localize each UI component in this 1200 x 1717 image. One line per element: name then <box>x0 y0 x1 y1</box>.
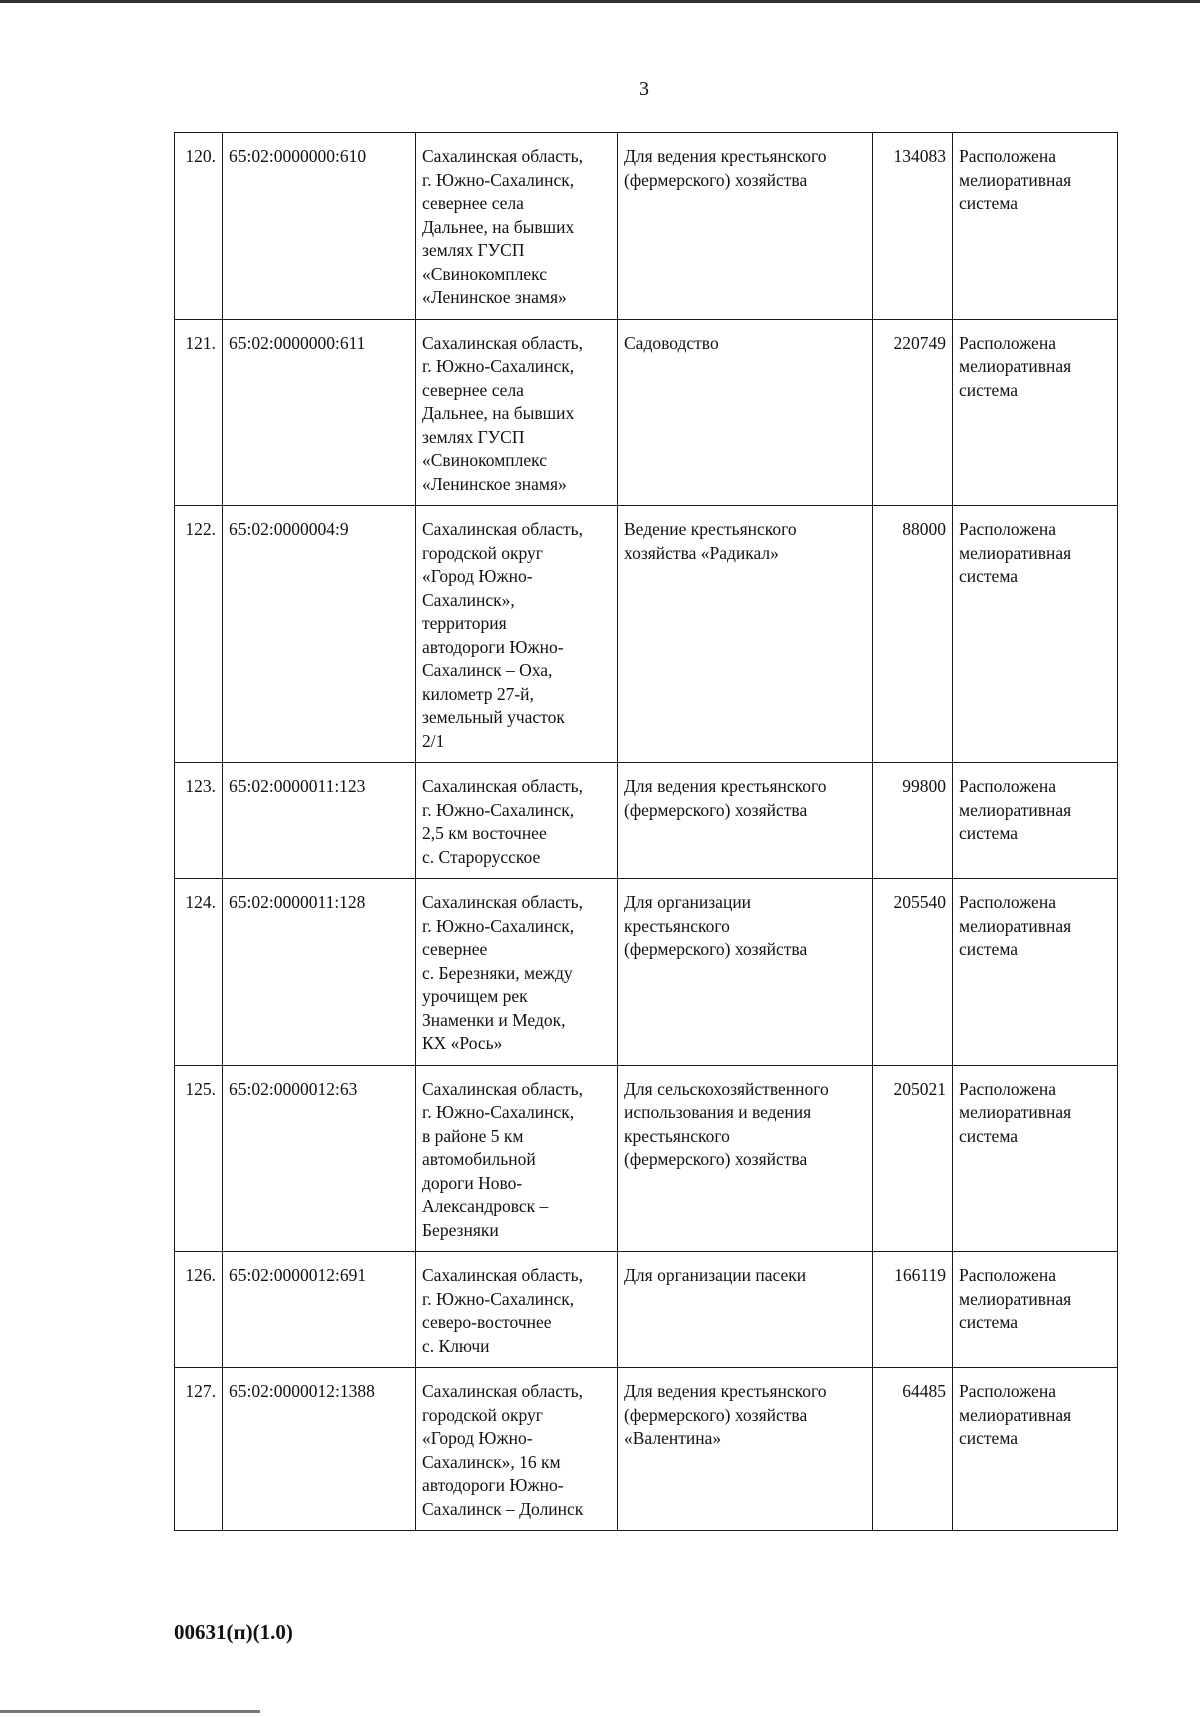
land-parcel-table <box>174 132 1118 1531</box>
permitted-use-line: (фермерского) хозяйства <box>624 169 808 190</box>
permitted-use-line: хозяйства «Радикал» <box>624 542 779 563</box>
note-line: система <box>959 193 1019 213</box>
permitted-use-line: использования и ведения <box>624 1102 812 1122</box>
note-line: Расположена <box>959 892 1056 912</box>
address-line: Сахалинская область, <box>422 892 584 912</box>
table-row <box>175 1252 1118 1368</box>
permitted-use-cell <box>618 763 873 879</box>
table-body <box>175 133 1118 1531</box>
address-cell <box>416 879 618 1066</box>
note-line: Расположена <box>959 146 1056 166</box>
scan-bottom-rule <box>0 1710 260 1713</box>
address-line: севернее <box>422 939 488 959</box>
note-line: мелиоративная <box>959 799 1072 820</box>
permitted-use-line: (фермерского) хозяйства <box>624 1149 808 1169</box>
area-cell: 64485 <box>873 1368 953 1531</box>
row-number-cell: 120. <box>175 133 223 320</box>
address-line: с. Старорусское <box>422 846 541 867</box>
cadastral-number-cell: 65:02:0000012:1388 <box>223 1368 416 1531</box>
address-line: г. Южно-Сахалинск, <box>422 799 575 820</box>
address-cell <box>416 319 618 506</box>
address-line: севернее села <box>422 193 524 213</box>
note-cell <box>953 506 1118 763</box>
area-cell: 205021 <box>873 1065 953 1252</box>
permitted-use-line: Садоводство <box>624 332 719 353</box>
note-cell <box>953 1252 1118 1368</box>
note-line: система <box>959 939 1019 959</box>
note-cell <box>953 1368 1118 1531</box>
document-code: 00631(п)(1.0) <box>174 1620 293 1644</box>
note-line: система <box>959 1125 1019 1146</box>
address-cell <box>416 1368 618 1531</box>
address-line: Сахалинская область, <box>422 776 584 796</box>
table-row <box>175 506 1118 763</box>
note-line: мелиоративная <box>959 169 1072 190</box>
address-line: Дальнее, на бывших <box>422 403 575 423</box>
address-line: г. Южно-Сахалинск, <box>422 915 575 936</box>
note-line: мелиоративная <box>959 356 1072 376</box>
permitted-use-line: крестьянского <box>624 1125 730 1146</box>
table-row <box>175 763 1118 879</box>
permitted-use-cell <box>618 133 873 320</box>
address-line: городской округ <box>422 1404 543 1425</box>
address-line: урочищем рек <box>422 986 528 1006</box>
address-line: Сахалинск – Оха, <box>422 660 553 680</box>
scan-top-rule <box>0 0 1200 3</box>
permitted-use-line: Для организации пасеки <box>624 1265 807 1285</box>
permitted-use-cell <box>618 1252 873 1368</box>
address-line: землях ГУСП <box>422 426 525 447</box>
address-line: г. Южно-Сахалинск, <box>422 1102 575 1122</box>
note-line: мелиоративная <box>959 1288 1072 1309</box>
address-line: Сахалинская область, <box>422 146 584 166</box>
address-line: дороги Ново- <box>422 1172 523 1193</box>
address-line: землях ГУСП <box>422 240 525 260</box>
table-row <box>175 319 1118 506</box>
row-number-cell: 121. <box>175 319 223 506</box>
address-line: Березняки <box>422 1219 499 1240</box>
table-row <box>175 879 1118 1066</box>
row-number-cell: 125. <box>175 1065 223 1252</box>
address-line: г. Южно-Сахалинск, <box>422 169 575 190</box>
address-line: Дальнее, на бывших <box>422 216 575 237</box>
permitted-use-line: (фермерского) хозяйства <box>624 799 808 820</box>
note-line: мелиоративная <box>959 542 1072 563</box>
permitted-use-line: Для ведения крестьянского <box>624 146 827 166</box>
address-line: Сахалинск», 16 км <box>422 1451 561 1472</box>
note-line: мелиоративная <box>959 1404 1072 1425</box>
note-line: мелиоративная <box>959 915 1072 936</box>
row-number-cell: 122. <box>175 506 223 763</box>
address-line: земельный участок <box>422 707 565 727</box>
permitted-use-line: Для сельскохозяйственного <box>624 1078 829 1099</box>
area-cell: 134083 <box>873 133 953 320</box>
address-line: Сахалинская область, <box>422 1265 584 1285</box>
page-number: 3 <box>639 78 649 100</box>
note-line: система <box>959 823 1019 843</box>
address-cell <box>416 1065 618 1252</box>
row-number-cell: 126. <box>175 1252 223 1368</box>
row-number-cell: 124. <box>175 879 223 1066</box>
table-row <box>175 133 1118 320</box>
address-line: автомобильной <box>422 1149 536 1169</box>
address-line: КХ «Рось» <box>422 1033 503 1053</box>
permitted-use-line: Ведение крестьянского <box>624 519 797 539</box>
area-cell: 220749 <box>873 319 953 506</box>
note-line: Расположена <box>959 1381 1056 1401</box>
area-cell: 99800 <box>873 763 953 879</box>
address-line: «Свинокомплекс <box>422 450 547 470</box>
address-line: Сахалинская область, <box>422 1381 584 1401</box>
address-line: Сахалинск», <box>422 589 515 610</box>
note-line: система <box>959 1428 1019 1448</box>
note-cell <box>953 319 1118 506</box>
cadastral-number-cell: 65:02:0000000:610 <box>223 133 416 320</box>
cadastral-number-cell: 65:02:0000012:691 <box>223 1252 416 1368</box>
address-line: Сахалинская область, <box>422 1078 584 1099</box>
area-cell: 166119 <box>873 1252 953 1368</box>
note-line: мелиоративная <box>959 1102 1072 1122</box>
address-line: «Ленинское знамя» <box>422 287 567 307</box>
address-line: «Город Южно- <box>422 1428 533 1448</box>
note-line: система <box>959 566 1019 586</box>
row-number-cell: 127. <box>175 1368 223 1531</box>
address-line: 2/1 <box>422 730 445 751</box>
note-cell <box>953 763 1118 879</box>
address-line: «Город Южно- <box>422 566 533 586</box>
note-cell <box>953 133 1118 320</box>
address-line: километр 27-й, <box>422 683 534 704</box>
note-line: система <box>959 1312 1019 1332</box>
note-line: Расположена <box>959 776 1056 796</box>
cadastral-number-cell: 65:02:0000011:128 <box>223 879 416 1066</box>
permitted-use-line: Для ведения крестьянского <box>624 1381 827 1401</box>
address-line: 2,5 км восточнее <box>422 823 547 843</box>
address-line: г. Южно-Сахалинск, <box>422 356 575 376</box>
row-number-cell: 123. <box>175 763 223 879</box>
note-cell <box>953 1065 1118 1252</box>
note-line: Расположена <box>959 332 1056 353</box>
permitted-use-line: крестьянского <box>624 915 730 936</box>
address-cell <box>416 133 618 320</box>
permitted-use-cell <box>618 879 873 1066</box>
permitted-use-cell <box>618 1368 873 1531</box>
permitted-use-line: (фермерского) хозяйства <box>624 1404 808 1425</box>
address-line: северо-восточнее <box>422 1312 552 1332</box>
cadastral-number-cell: 65:02:0000011:123 <box>223 763 416 879</box>
cadastral-number-cell: 65:02:0000000:611 <box>223 319 416 506</box>
address-line: г. Южно-Сахалинск, <box>422 1288 575 1309</box>
permitted-use-cell <box>618 319 873 506</box>
area-cell: 88000 <box>873 506 953 763</box>
address-line: с. Березняки, между <box>422 962 573 983</box>
area-cell: 205540 <box>873 879 953 1066</box>
address-line: Сахалинская область, <box>422 332 584 353</box>
address-line: Знаменки и Медок, <box>422 1009 566 1030</box>
table-row <box>175 1368 1118 1531</box>
address-cell <box>416 763 618 879</box>
permitted-use-line: (фермерского) хозяйства <box>624 939 808 959</box>
cadastral-number-cell: 65:02:0000012:63 <box>223 1065 416 1252</box>
note-line: Расположена <box>959 1078 1056 1099</box>
note-line: Расположена <box>959 519 1056 539</box>
permitted-use-line: Для организации <box>624 892 752 912</box>
permitted-use-line: «Валентина» <box>624 1428 722 1448</box>
note-line: система <box>959 379 1019 400</box>
address-line: в районе 5 км <box>422 1125 524 1146</box>
address-line: автодороги Южно- <box>422 636 564 657</box>
cadastral-number-cell: 65:02:0000004:9 <box>223 506 416 763</box>
address-line: территория <box>422 613 507 633</box>
address-line: Александровск – <box>422 1196 549 1216</box>
address-line: «Ленинское знамя» <box>422 473 567 494</box>
address-line: «Свинокомплекс <box>422 263 547 284</box>
address-cell <box>416 506 618 763</box>
address-line: автодороги Южно- <box>422 1475 564 1495</box>
address-line: севернее села <box>422 379 524 400</box>
permitted-use-cell <box>618 1065 873 1252</box>
address-line: городской округ <box>422 542 543 563</box>
permitted-use-cell <box>618 506 873 763</box>
permitted-use-line: Для ведения крестьянского <box>624 776 827 796</box>
address-line: с. Ключи <box>422 1335 490 1356</box>
address-line: Сахалинск – Долинск <box>422 1498 584 1519</box>
address-cell <box>416 1252 618 1368</box>
table-row <box>175 1065 1118 1252</box>
note-line: Расположена <box>959 1265 1056 1285</box>
note-cell <box>953 879 1118 1066</box>
address-line: Сахалинская область, <box>422 519 584 539</box>
